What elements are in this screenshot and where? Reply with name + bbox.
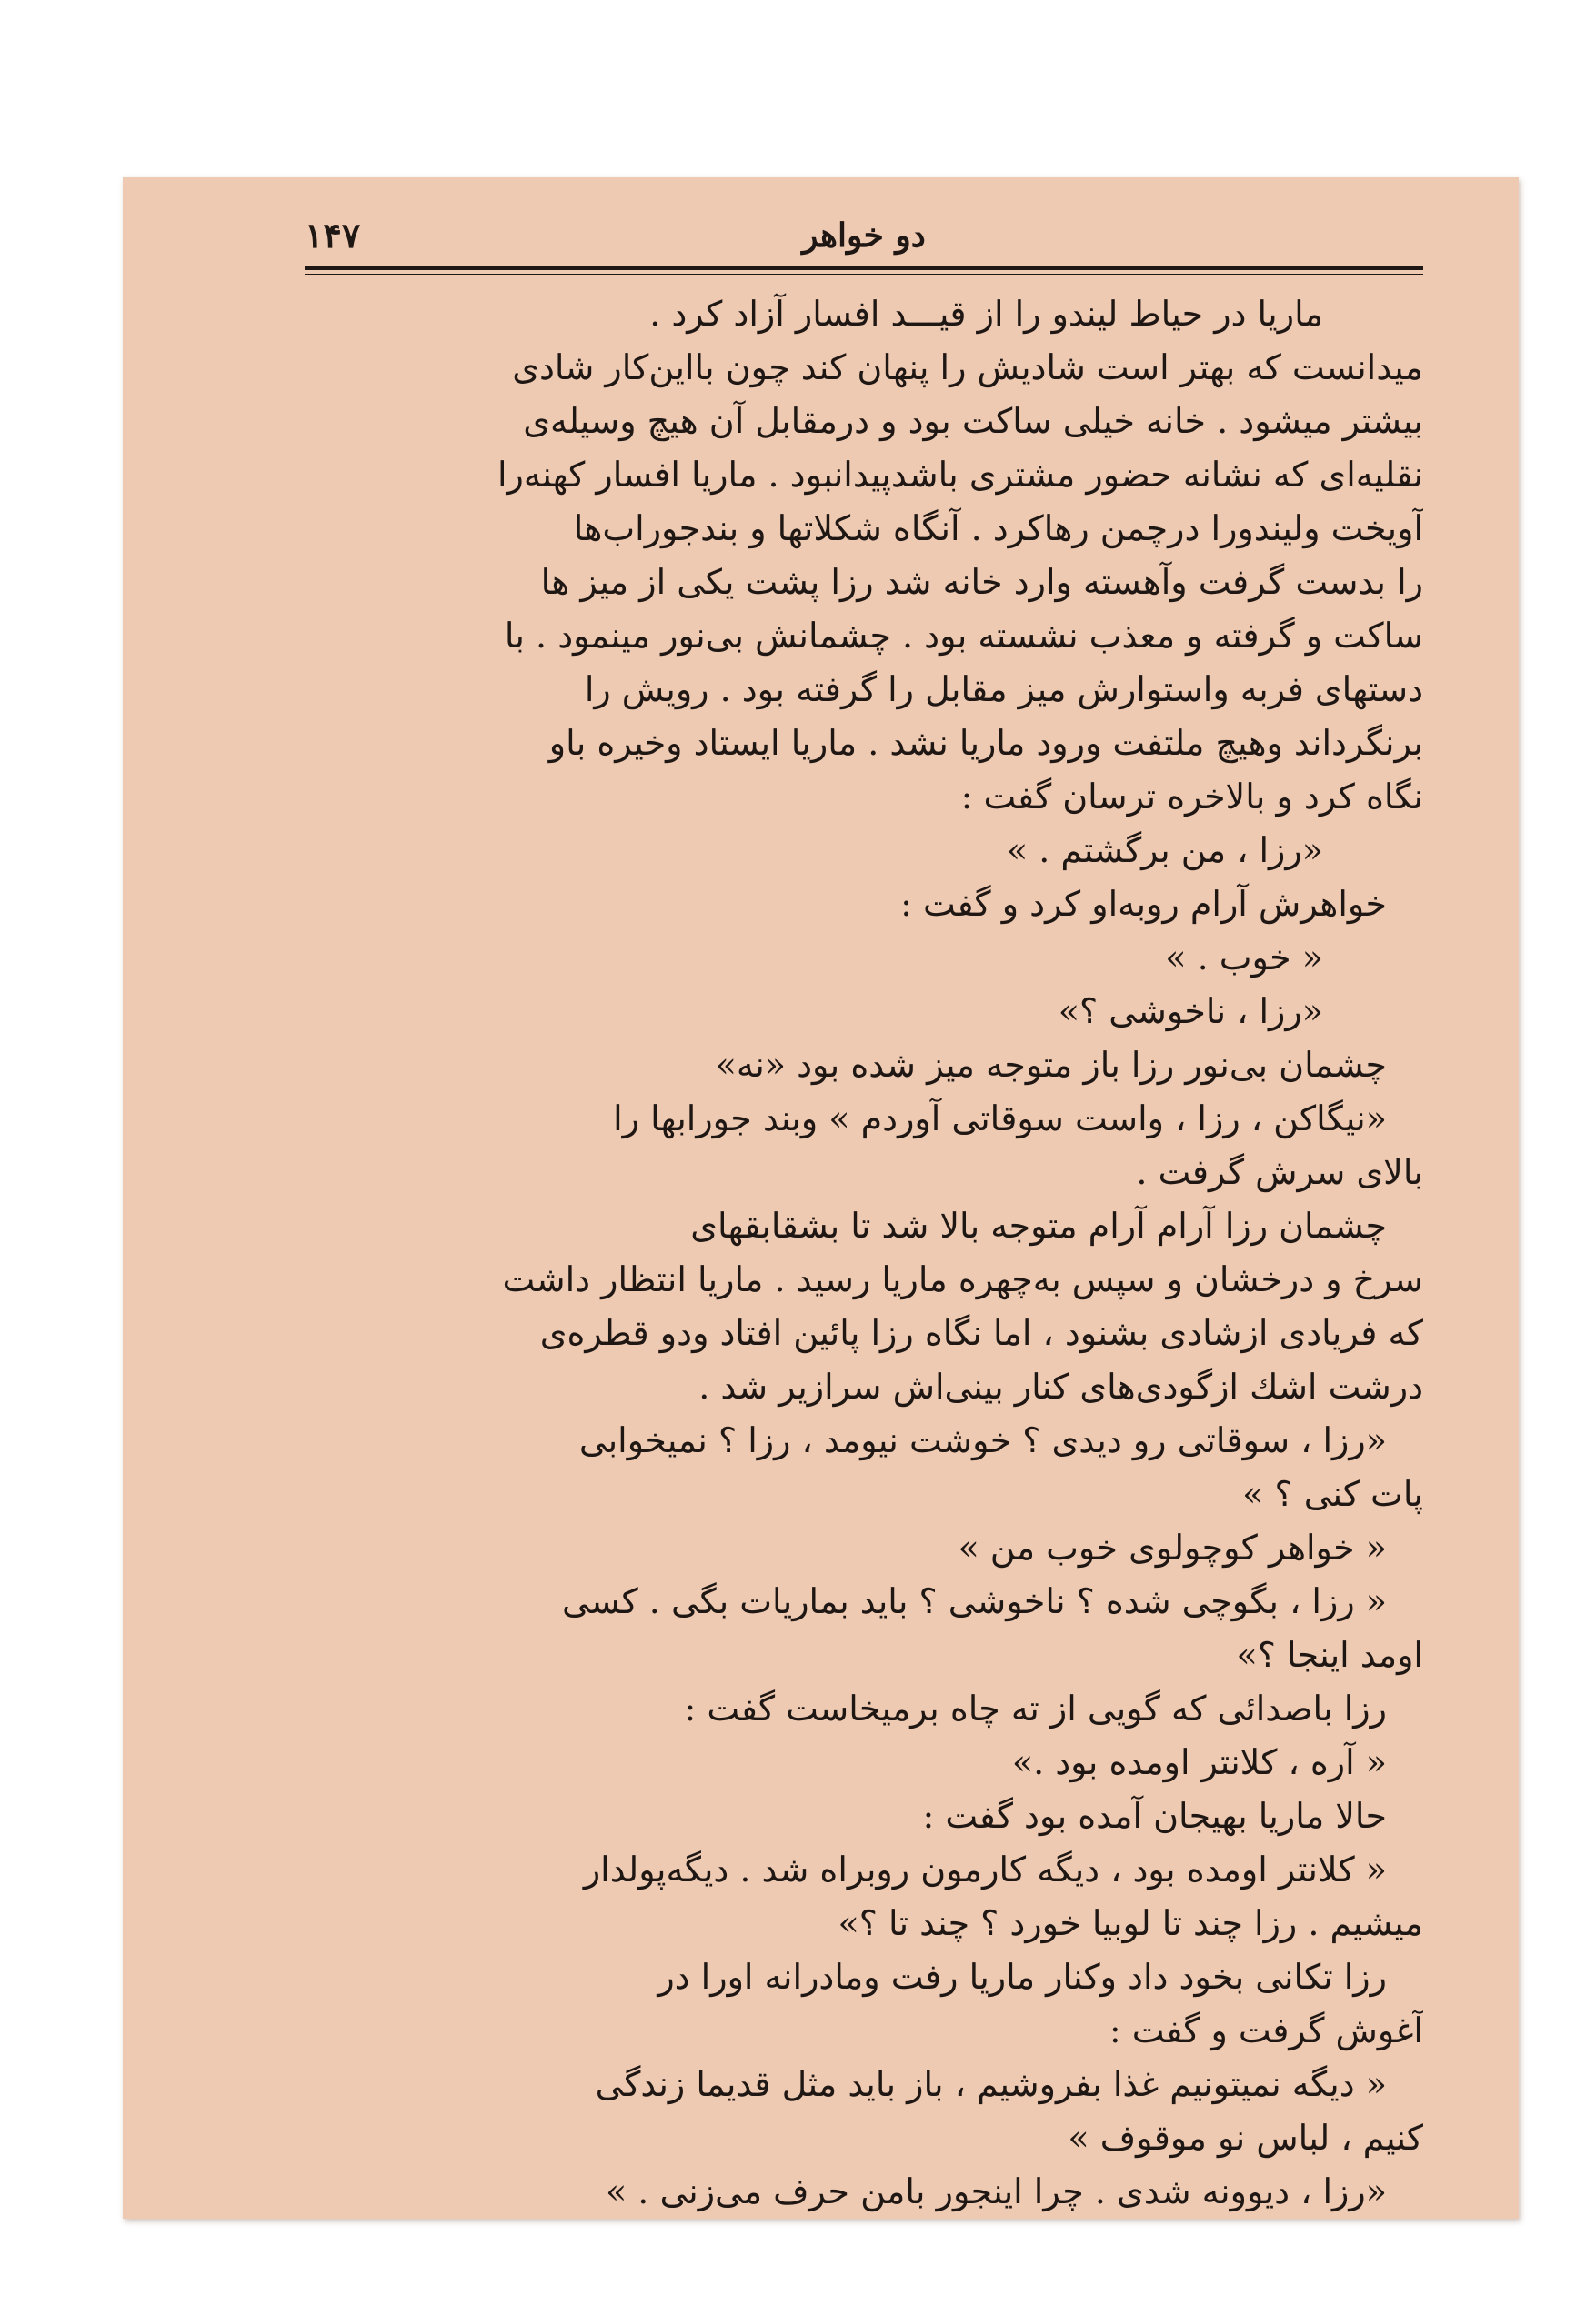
text-line: «رزا ، دیوونه شدی . چرا اینجور بامن حرف می‌زنی . »	[605, 2171, 1387, 2211]
body-text	[305, 287, 1423, 2219]
text-line: حالا ماریا بهیجان آمده بود گفت :	[922, 1796, 1387, 1836]
page-number: ۱۴۷	[305, 215, 361, 256]
text-line: « کلانتر اومده بود ، دیگه کارمون روبراه شد . دیگه‌پولدار	[583, 1850, 1387, 1890]
text-line: « دیگه نمیتونیم غذا بفروشیم ، باز باید مثل قدیما زندگی	[595, 2064, 1387, 2104]
text-line: ماریا در حیاط لیندو را از قیـــد افسار آزاد کرد .	[649, 294, 1323, 334]
text-line: میشیم . رزا چند تا لوبیا خورد ؟ چند تا ؟»	[838, 1903, 1423, 1943]
text-line: آغوش گرفت و گفت :	[1109, 2010, 1423, 2050]
text-line: «رزا ، ناخوشی ؟»	[1058, 991, 1323, 1031]
header-rule	[305, 266, 1423, 270]
text-line: را بدست گرفت وآهسته وارد خانه شد رزا پشت یکی از میز ها	[540, 562, 1423, 602]
text-line: بالای سرش گرفت .	[1136, 1152, 1423, 1192]
text-line: درشت اشك ازگودی‌های کنار بینی‌اش سرازیر شد .	[698, 1367, 1423, 1407]
text-line: اومد اینجا ؟»	[1236, 1635, 1423, 1675]
page-header	[305, 212, 1423, 259]
text-line: کنیم ، لباس نو موقوف »	[1068, 2118, 1423, 2158]
text-line: « رزا ، بگوچی شده ؟ ناخوشی ؟ باید بماریات بگی . کسی	[562, 1581, 1387, 1621]
text-line: «رزا ، سوقاتی رو دیدی ؟ خوشت نیومد ، رزا ؟ نمیخوابی	[578, 1420, 1387, 1460]
book-page	[123, 177, 1519, 2219]
text-line: « خوب . »	[1165, 937, 1323, 978]
text-line: دستهای فربه واستوارش میز مقابل را گرفته بود . رویش را	[584, 669, 1423, 709]
text-line: « آره ، کلانتر اومده بود .»	[1011, 1742, 1387, 1782]
text-line: میدانست که بهتر است شادیش را پنهان کند چون بااین‌کار شادی	[512, 347, 1423, 387]
text-line: نگاه کرد و بالاخره ترسان گفت :	[960, 777, 1423, 817]
text-line: بیشتر میشود . خانه خیلی ساکت بود و درمقابل آن هیچ وسیله‌ی	[523, 401, 1423, 441]
page-content	[305, 212, 1423, 2211]
page-title: دو خواهر	[802, 216, 926, 255]
text-line: «رزا ، من برگشتم . »	[1006, 830, 1323, 870]
text-line: که فریادی ازشادی بشنود ، اما نگاه رزا پائین افتاد ودو قطره‌ی	[539, 1313, 1423, 1353]
text-line: رزا باصدائی که گویی از ته چاه برمیخاست گفت :	[684, 1689, 1387, 1729]
text-line: نقلیه‌ای که نشانه حضور مشتری باشدپیدانبود . ماریا افسار کهنه‌را	[497, 455, 1423, 495]
text-line: آویخت ولیندورا درچمن رهاکرد . آنگاه شکلاتها و بندجوراب‌ها	[573, 508, 1423, 548]
text-line: رزا تکانی بخود داد وکنار ماریا رفت ومادرانه اورا در	[657, 1957, 1387, 1997]
text-line: « خواهر کوچولوی خوب من »	[958, 1528, 1387, 1568]
text-line: برنگرداند وهیچ ملتفت ورود ماریا نشد . ماریا ایستاد وخیره باو	[548, 723, 1423, 763]
header-rule-thin	[305, 274, 1423, 275]
text-line: سرخ و درخشان و سپس به‌چهره ماریا رسید . ماریا انتظار داشت	[502, 1259, 1423, 1299]
text-line: خواهرش آرام روبه‌او کرد و گفت :	[900, 884, 1387, 924]
text-line: «نیگاکن ، رزا ، واست سوقاتی آوردم » وبند جورابها را	[613, 1098, 1387, 1138]
text-line: چشمان رزا آرام آرام متوجه بالا شد تا بشقابقهای	[690, 1206, 1387, 1246]
text-line: ساکت و گرفته و معذب نشسته بود . چشمانش بی‌نور مینمود . با	[504, 616, 1423, 656]
text-line: چشمان بی‌نور رزا باز متوجه میز شده بود «نه»	[715, 1045, 1387, 1085]
text-line: پات کنی ؟ »	[1242, 1474, 1423, 1514]
